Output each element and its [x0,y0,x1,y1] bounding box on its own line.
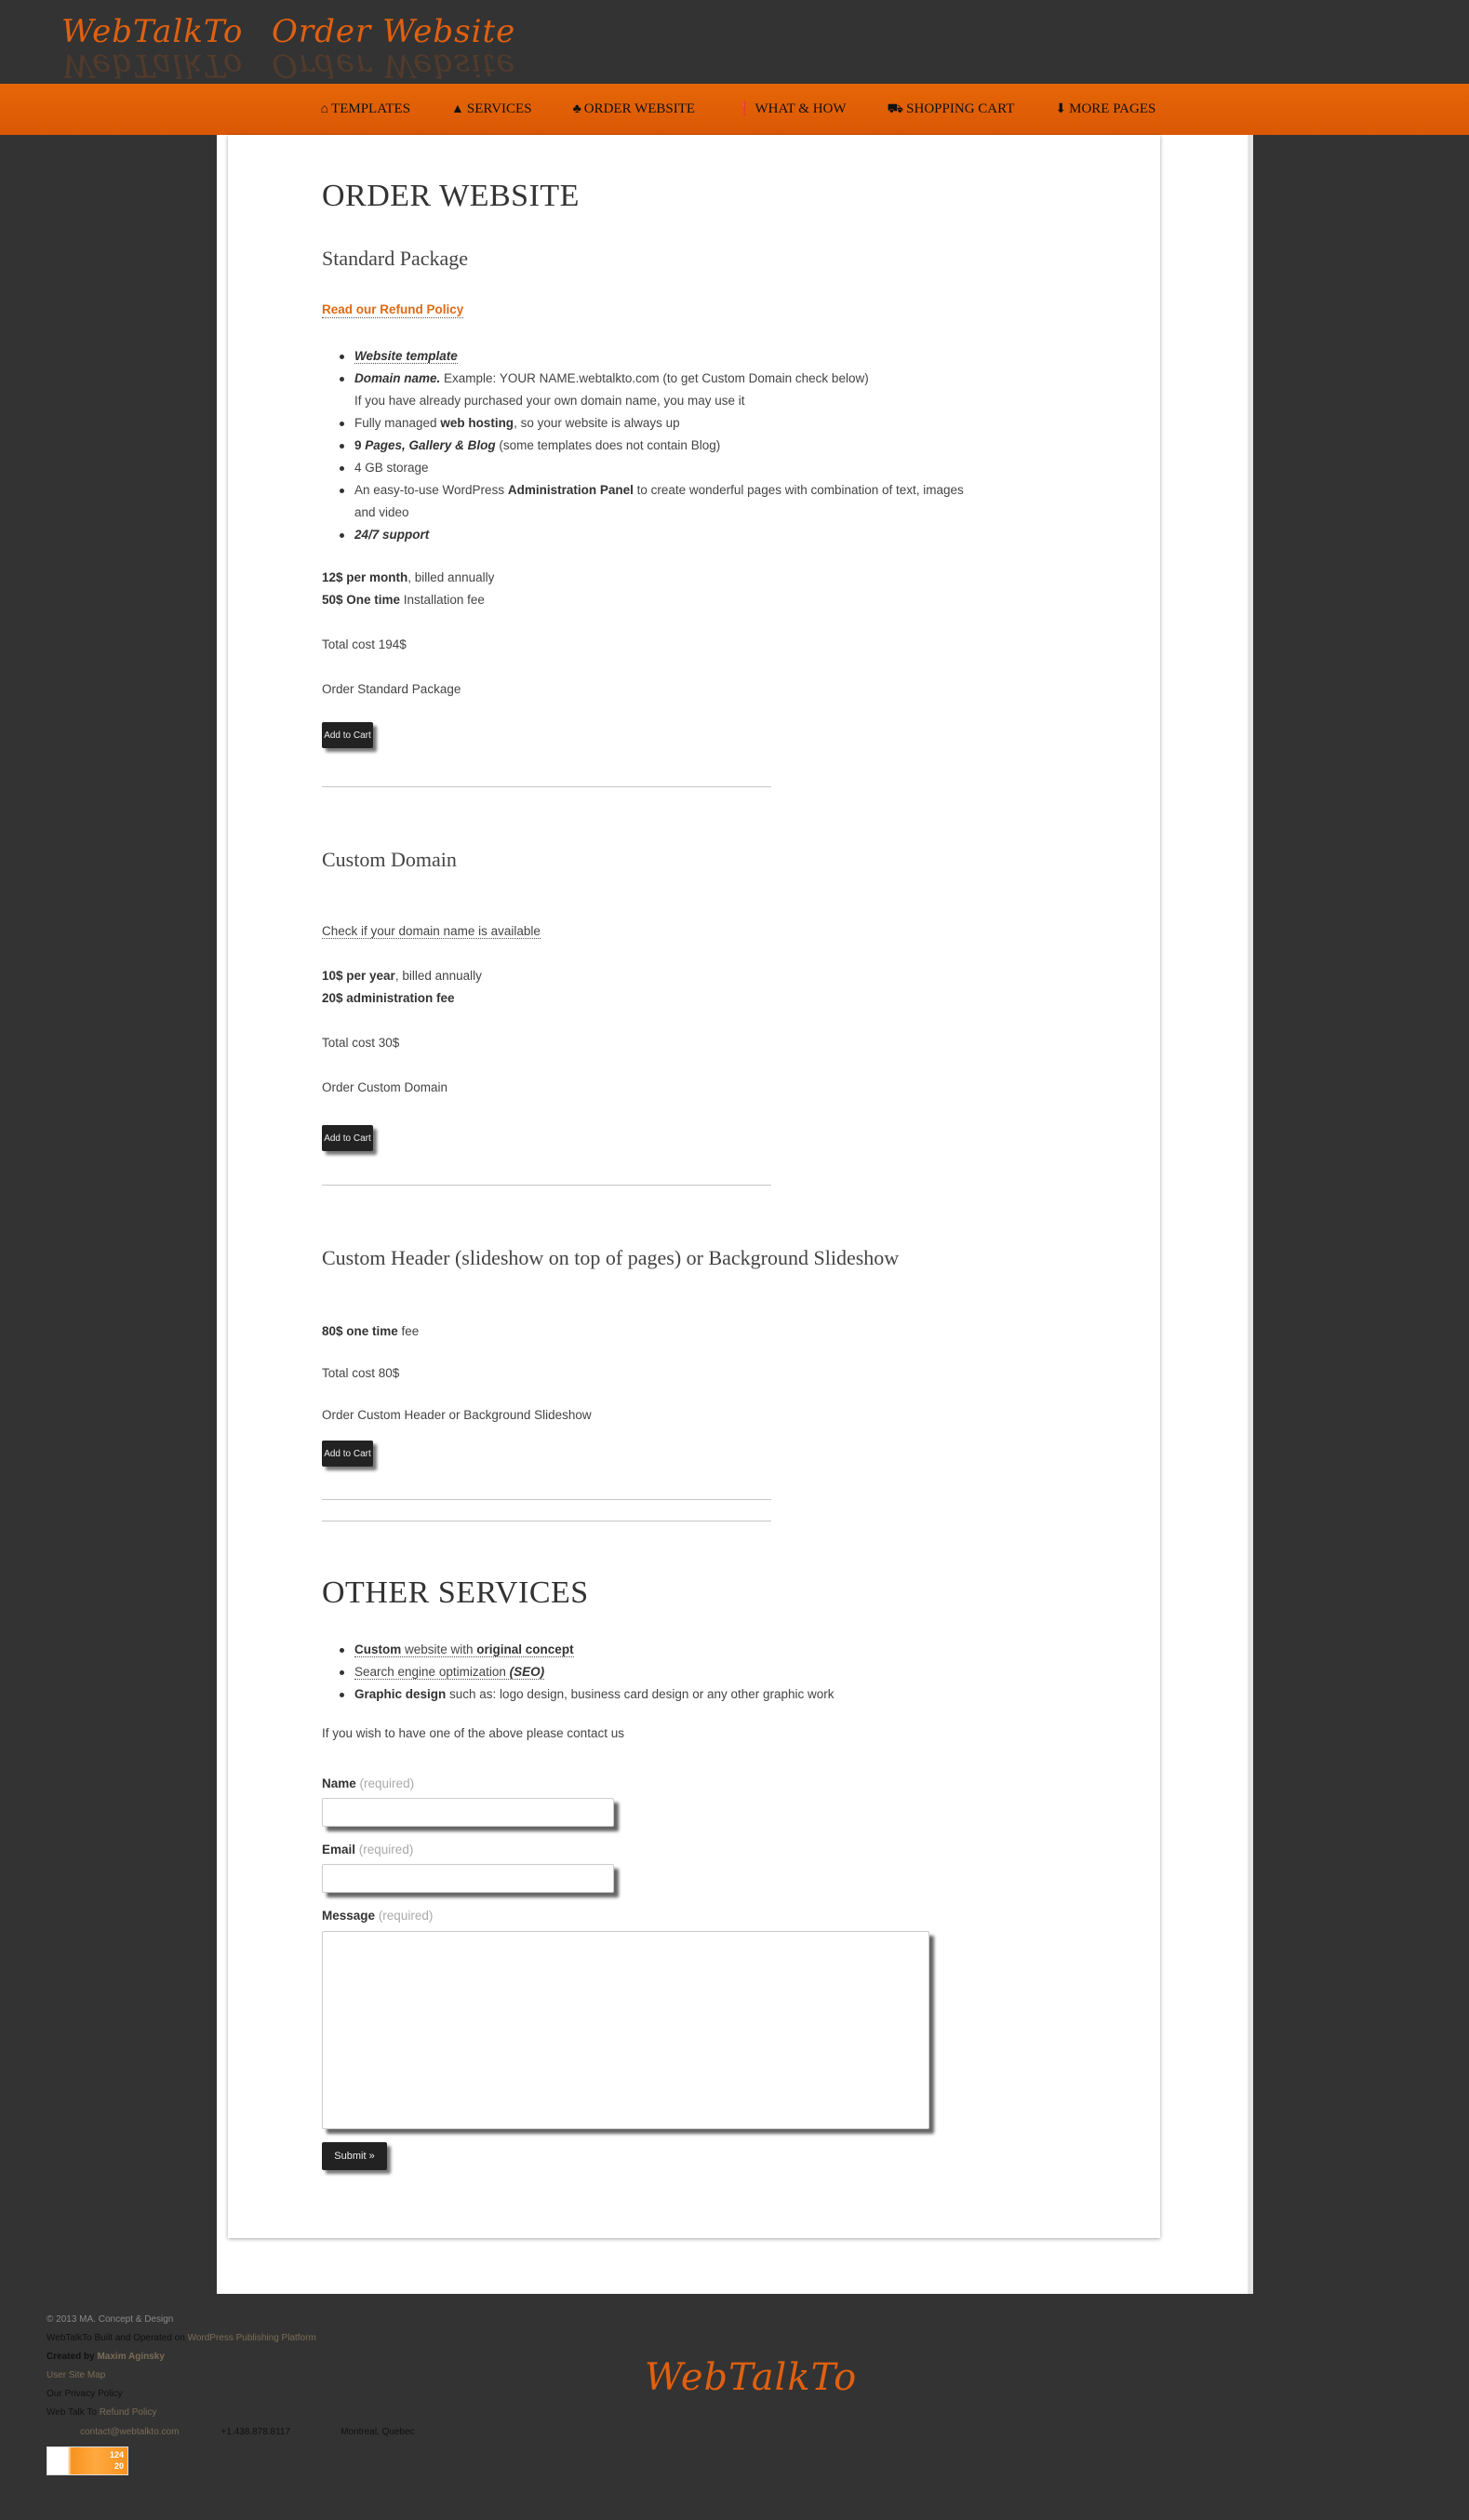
divider [322,786,771,787]
required-hint: (required) [378,1909,434,1923]
domain-order-label: Order Custom Domain [322,1080,448,1094]
slideshow-price [322,1324,419,1338]
nav-label: MORE PAGES [1069,101,1156,116]
service-text: Search engine optimization [354,1665,510,1679]
price-text: fee [397,1324,420,1338]
standard-heading: Standard Package [322,247,468,270]
standard-order-label: Order Standard Package [322,682,461,696]
email-input[interactable] [322,1864,614,1893]
check-domain-link[interactable]: Check if your domain name is available [322,924,541,938]
house-icon: ⌂ [320,101,329,116]
list-item [338,1639,835,1661]
feature-bold: Domain name. [354,371,441,385]
service-text: such as: logo design, business card design or any other graphic work [446,1687,835,1701]
nav-services[interactable] [451,101,532,117]
contact-prompt: If you wish to have one of the above please contact us [322,1726,624,1740]
footer-logo[interactable]: WebTalkTo [645,2356,858,2399]
label-text: Name [322,1776,356,1790]
list-item [338,524,964,546]
custom-domain-heading: Custom Domain [322,848,457,871]
feature-bold: Administration Panel [507,483,634,497]
page-title: ORDER WEBSITE [322,179,580,213]
service-bold: Graphic design [354,1687,447,1701]
price-text: , billed annually [407,570,495,584]
nav-label: SHOPPING CART [906,101,1015,116]
service-text: website with [401,1642,477,1656]
add-to-cart-standard-button[interactable]: Add to Cart [322,722,373,748]
email-link[interactable]: contact@webtalkto.com [80,2427,180,2437]
submit-button[interactable]: Submit » [322,2142,387,2170]
price-text: , billed annually [394,969,482,983]
list-item [338,368,964,412]
leaf-icon: ♣ [572,101,581,116]
nav-label: SERVICES [466,101,532,116]
name-label [322,1776,414,1790]
footer-copyright: © 2013 MA. Concept & Design [47,2314,174,2325]
website-template-link[interactable]: Website template [354,349,458,363]
feature-text: An easy-to-use WordPress [354,483,508,497]
list-item [338,345,964,368]
list-item: 4 GB storage [338,457,964,479]
price-bold: 12$ per month [322,570,408,584]
arrow-down-icon: ⬇ [1055,102,1067,116]
price-bold: 20$ administration fee [322,991,455,1005]
tent-icon: ▲ [451,101,464,116]
site-map-link[interactable]: User Site Map [47,2370,106,2380]
feature-bold: 24/7 support [354,528,430,542]
feature-bold: Pages, Gallery & Blog [365,438,496,452]
list-item [338,412,964,435]
feature-bold: 9 [354,438,366,452]
footer-text: Created by [47,2352,98,2362]
feature-text: Fully managed [354,416,441,430]
divider [322,1185,771,1186]
nav-more-pages[interactable] [1055,101,1155,117]
add-to-cart-domain-button[interactable]: Add to Cart [322,1125,373,1151]
other-services-title: OTHER SERVICES [322,1575,589,1610]
custom-website-link[interactable] [354,1642,574,1657]
required-hint: (required) [359,1776,415,1790]
phone-value: +1.438.878.8117 [220,2427,291,2437]
required-hint: (required) [358,1843,414,1856]
feature-text: and video [354,505,409,519]
cart-icon: ⛟ [887,101,904,116]
price-bold: 80$ one time [322,1324,398,1338]
feature-text: to create wonderful pages with combination of text, images [633,483,964,497]
header-page-title: Order Website [272,13,516,50]
feature-bold: web hosting [440,416,514,430]
exclamation-icon: ❗ [736,102,753,116]
logo-reflection: WebTalkTo [61,47,244,84]
author-link[interactable]: Maxim Aginsky [97,2352,165,2362]
list-item [338,479,964,524]
domain-price-yearly [322,969,482,983]
footer-label: , Phone: [179,2427,221,2437]
list-item [338,1661,835,1683]
site-logo[interactable]: WebTalkTo [61,13,244,50]
address-value: Montreal, Quebec [341,2427,415,2437]
footer-text: Web Talk To [47,2407,100,2418]
site-header [0,0,1469,84]
slideshow-total: Total cost 80$ [322,1366,400,1380]
footer-label: , Address: [290,2427,341,2437]
slideshow-order-label: Order Custom Header or Background Slideshow [322,1408,592,1422]
footer-refund [47,2407,156,2418]
service-bold: Custom [354,1642,402,1656]
footer-contact [47,2427,415,2437]
footer-label: E-mail: [47,2427,81,2437]
service-bold: (SEO) [509,1665,545,1679]
privacy-policy-link[interactable]: Our Privacy Policy [47,2389,123,2399]
feature-text: Example: YOUR NAME.webtalkto.com (to get Custom Domain check below) [440,371,869,385]
other-services-list [338,1639,835,1706]
feature-text: If you have already purchased your own domain name, you may use it [354,394,745,408]
label-text: Email [322,1843,356,1856]
nav-label: TEMPLATES [331,101,411,116]
footer-text: WebTalkTo Built and Operated on [47,2333,188,2343]
feature-text: , so your website is always up [514,416,680,430]
footer-created [47,2352,165,2362]
price-bold: 10$ per year [322,969,395,983]
badge-count: 124 [109,2450,124,2460]
add-to-cart-slideshow-button[interactable]: Add to Cart [322,1441,373,1467]
badge-count: 20 [114,2461,124,2471]
footer-refund-link[interactable]: Refund Policy [99,2407,157,2418]
domain-price-admin [322,991,455,1005]
email-label [322,1843,413,1856]
title-reflection: Order Website [272,47,516,84]
name-input[interactable] [322,1798,614,1827]
price-text: Installation fee [400,593,485,607]
list-item [338,1683,835,1706]
message-textarea[interactable] [322,1931,929,2129]
visitor-counter-badge[interactable] [47,2446,128,2475]
standard-total: Total cost 194$ [322,637,407,651]
nav-order-website[interactable] [573,101,696,117]
list-item [338,435,964,457]
domain-total: Total cost 30$ [322,1036,400,1050]
divider [322,1499,771,1500]
nav-shopping-cart[interactable] [888,101,1015,118]
wordpress-link[interactable]: WordPress Publishing Platform [187,2333,316,2343]
service-bold: original concept [476,1642,574,1656]
nav-what-how[interactable] [736,101,846,117]
message-label [322,1909,433,1923]
features-list [338,345,964,546]
standard-price-install [322,593,485,607]
feature-text: (some templates does not contain Blog) [495,438,721,452]
nav-label: ORDER WEBSITE [583,101,696,116]
custom-header-heading: Custom Header (slideshow on top of pages) or Background Slideshow [322,1246,900,1269]
main-nav [0,84,1469,135]
nav-templates[interactable] [321,101,410,117]
nav-label: WHAT & HOW [755,101,847,116]
price-bold: 50$ One time [322,593,401,607]
seo-link[interactable] [354,1665,544,1680]
refund-policy-link[interactable]: Read our Refund Policy [322,302,464,316]
label-text: Message [322,1909,376,1923]
standard-price-monthly [322,570,494,584]
footer-built [47,2333,316,2343]
